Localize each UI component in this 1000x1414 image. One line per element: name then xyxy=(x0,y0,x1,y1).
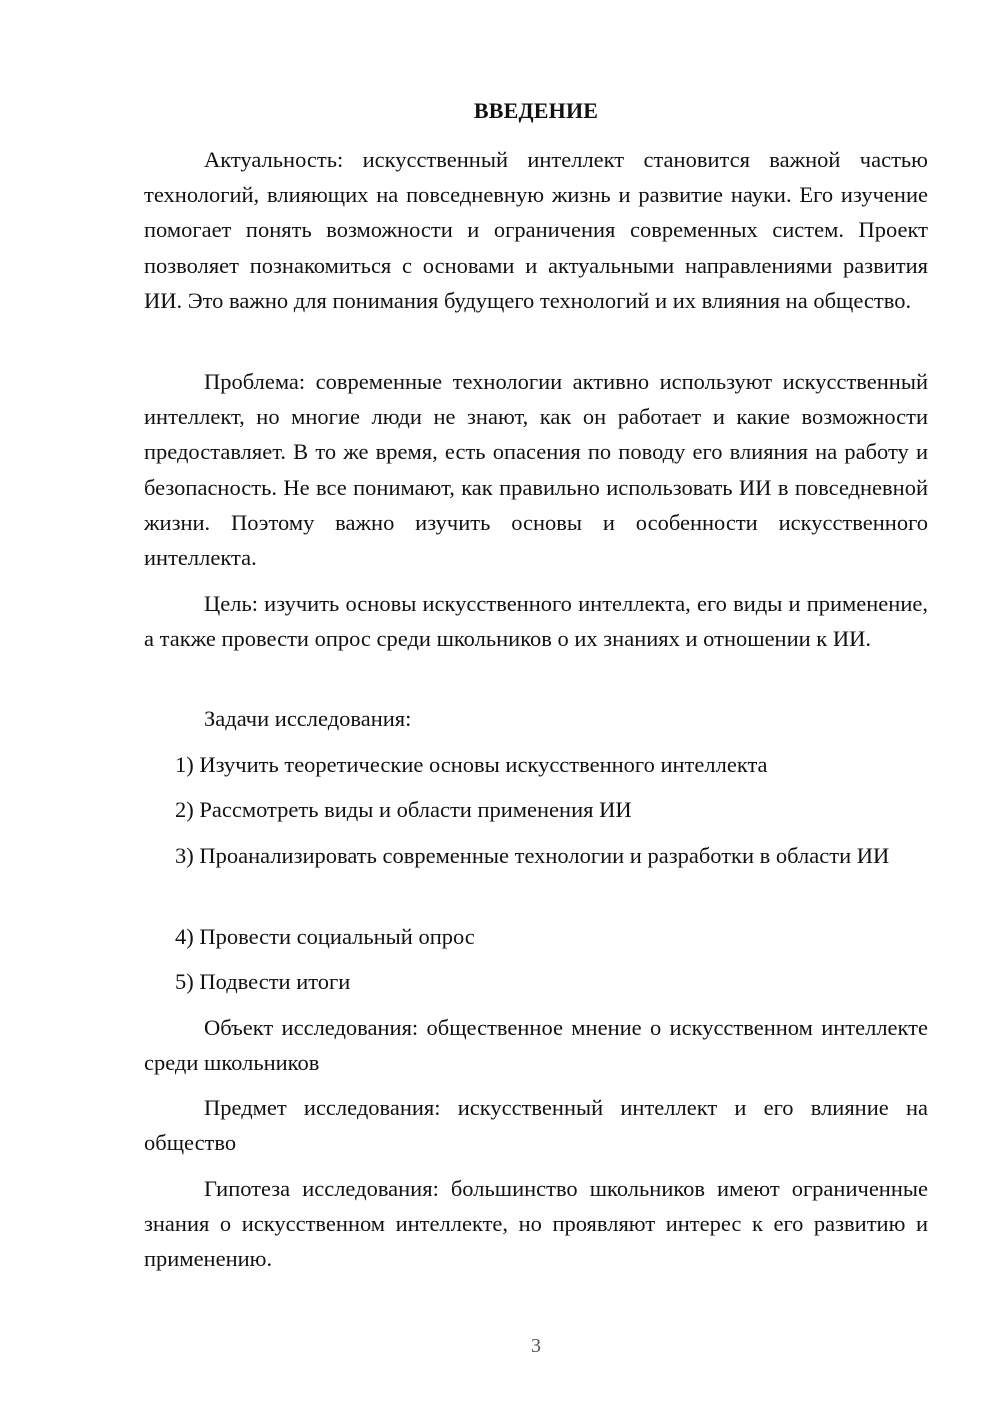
section-heading: ВВЕДЕНИЕ xyxy=(473,98,599,123)
object-paragraph: Объект исследования: общественное мнение о искусственном интеллекте среди школьников xyxy=(144,1015,928,1076)
task-item-4: 4) Провести социальный опрос xyxy=(175,924,475,949)
page-number: 3 xyxy=(531,1335,541,1357)
relevance-paragraph: Актуальность: искусственный интеллект становится важной частью технологий, влияющих на повседневную жизнь и развитие науки. Его изучение помогает понять возможности и ограничения современных систем. Проект позволяет познакомиться с основами и актуальными направлениями развития ИИ. Это важно для понимания будущего технологий и их влияния на общество. xyxy=(144,147,928,313)
task-item-1: 1) Изучить теоретические основы искусственного интеллекта xyxy=(175,752,768,777)
problem-paragraph: Проблема: современные технологии активно используют искусственный интеллект, но многие люди не знают, как он работает и какие возможности предоставляет. В то же время, есть опасения по поводу его влияния на работу и безопасность. Не все понимают, как правильно использовать ИИ в повседневной жизни. Поэтому важно изучить основы и особенности искусственного интеллекта. xyxy=(144,369,928,571)
task-item-3: 3) Проанализировать современные технологии и разработки в области ИИ xyxy=(175,843,890,868)
tasks-title: Задачи исследования: xyxy=(204,706,412,731)
task-item-2: 2) Рассмотреть виды и области применения ИИ xyxy=(175,797,632,822)
task-item-5: 5) Подвести итоги xyxy=(175,969,351,994)
subject-paragraph: Предмет исследования: искусственный интеллект и его влияние на общество xyxy=(144,1095,928,1156)
goal-paragraph: Цель: изучить основы искусственного интеллекта, его виды и применение, а также провести опрос среди школьников о их знаниях и отношении к ИИ. xyxy=(144,591,928,652)
hypothesis-paragraph: Гипотеза исследования: большинство школьников имеют ограниченные знания о искусственном интеллекте, но проявляют интерес к его развитию и применению. xyxy=(144,1176,928,1272)
